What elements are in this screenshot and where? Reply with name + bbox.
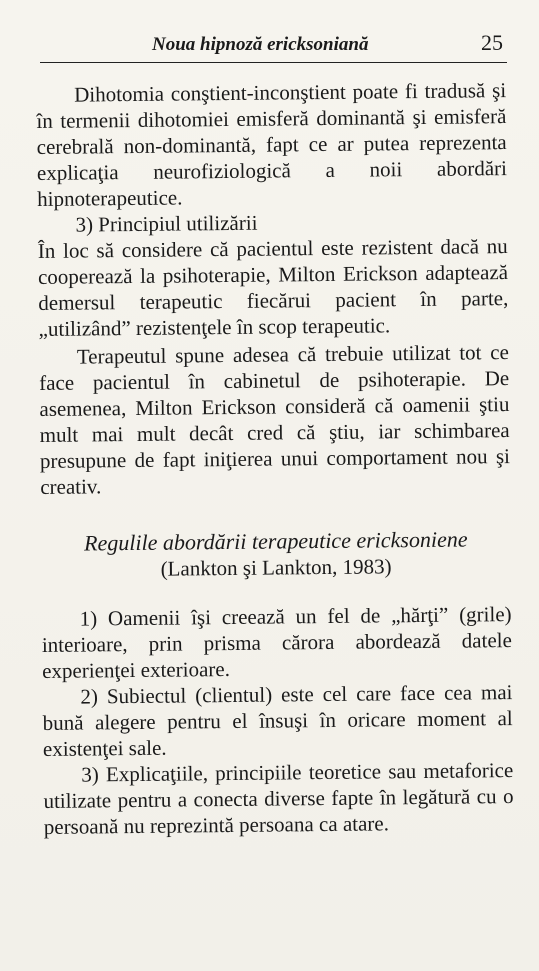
page-body [36, 77, 514, 840]
paragraph-dichotomy: Dihotomia conştient-inconştient poate fi tradusă şi în termenii dihotomiei emisferă dominantă şi emisferă cerebrală non-dominantă, fapt ce ar putea reprezenta explicaţia neurofiziologică a noii abordări hipnoterapeutice. [36, 78, 508, 211]
paragraph-therapist: Terapeutul spune adesea că trebuie utilizat tot ce face pacientul în cabinetul de psihoterapie. De asemenea, Milton Erickson consideră că oamenii ştiu mult mai mult decât cred că ştiu, iar schimbarea presupune de fapt iniţierea unui comportament nou şi creativ. [39, 340, 511, 499]
paragraph-utilization: În loc să considere că pacientul este rezistent dacă nu cooperează la psihoterapie, Milton Erickson adaptează demersul terapeutic fiecărui pacient în parte, „utilizând” rezistenţele în scop terapeutic. [37, 234, 509, 341]
rule-item: 2) Subiectul (clientul) este cel care face cea mai bună alegere pentru el însuşi în oricare moment al existenţei sale. [42, 680, 513, 761]
paragraph-utilization-heading: 3) Principiul utilizării [75, 210, 258, 237]
rule-item: 1) Oamenii îşi creează un fel de „hărţi” (grile) interioare, prin prisma cărora abordează datele experienţei exterioare. [41, 602, 512, 683]
section-heading: Regulile abordării terapeutice ericksoniene [83, 526, 468, 556]
section-source: (Lankton şi Lankton, 1983) [160, 554, 392, 581]
rule-item: 3) Explicaţiile, principiile teoretice sau metaforice utilizate pentru a conecta diverse fapte în legătură cu o persoană nu reprezintă persoana ca atare. [43, 758, 514, 839]
running-title: Noua hipnoză ericksoniană [152, 34, 369, 55]
running-header [40, 28, 507, 63]
page-number: 25 [481, 30, 503, 55]
